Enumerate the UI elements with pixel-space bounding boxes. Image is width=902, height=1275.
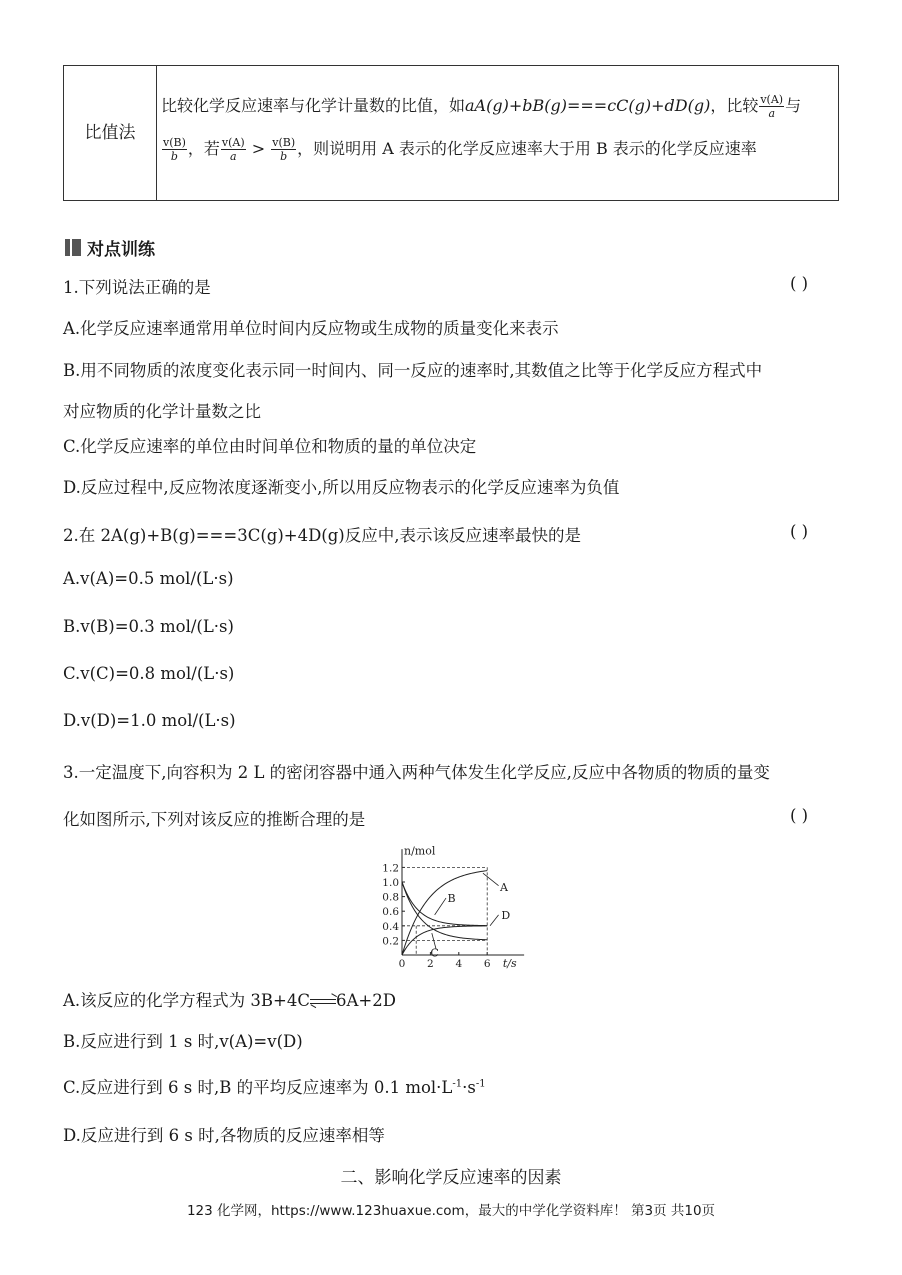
table-line-2 <box>161 136 757 163</box>
q1-option-d: D.反应过程中,反应物浓度逐渐变小,所以用反应物表示的化学反应速率为负值 <box>63 478 620 497</box>
q3-answer-paren: ( ) <box>790 806 809 825</box>
curve-label-a: A <box>499 881 508 895</box>
y-tick-label: 1.2 <box>382 862 399 875</box>
q3-option-a <box>63 987 396 1011</box>
reversible-arrow-icon <box>310 998 336 1006</box>
q2-option-a: A.v(A)=0.5 mol/(L·s) <box>63 569 234 588</box>
y-axis-label: n/mol <box>404 845 436 858</box>
y-tick-label: 1.0 <box>382 877 399 889</box>
section-bar-icon <box>65 239 81 256</box>
frac-den: a <box>768 107 775 120</box>
leader-b <box>435 898 446 915</box>
q3-option-b: B.反应进行到 1 s 时,v(A)=v(D) <box>63 1032 303 1051</box>
section-title: 对点训练 <box>87 240 155 260</box>
table-text: ，若 <box>187 139 220 158</box>
q3-stem-2: 化如图所示,下列对该反应的推断合理的是 <box>63 810 366 829</box>
page-footer: 123 化学网，https://www.123huaxue.com，最大的中学化学资料库！ 第3页 共10页 <box>186 1203 716 1219</box>
mole-time-graph <box>370 845 530 975</box>
curve-A <box>402 871 487 955</box>
q3-c-text-2: ·s <box>462 1078 476 1097</box>
q2-option-b: B.v(B)=0.3 mol/(L·s) <box>63 617 234 636</box>
y-tick-label: 0.6 <box>382 906 399 919</box>
q3-c-text: C.反应进行到 6 s 时,B 的平均反应速率为 0.1 mol·L <box>63 1078 453 1097</box>
equation: aA(g)+bB(g)===cC(g)+dD(g) <box>465 96 711 115</box>
curve-label-b: B <box>447 892 456 906</box>
frac-num: v(B) <box>272 136 296 149</box>
superscript: -1 <box>475 1078 486 1090</box>
q1-option-b: B.用不同物质的浓度变化表示同一时间内、同一反应的速率时,其数值之比等于化学反应方程式中 <box>63 361 763 380</box>
q2-option-d: D.v(D)=1.0 mol/(L·s) <box>63 711 236 730</box>
fraction-vB-b-2 <box>271 136 296 163</box>
x-tick-label: 0 <box>398 958 406 970</box>
table-text: 比较化学反应速率与化学计量数的比值，如 <box>161 96 466 115</box>
section-heading-2: 二、影响化学反应速率的因素 <box>340 1168 562 1188</box>
q3-a-text: A.该反应的化学方程式为 3B+4C <box>63 991 310 1010</box>
frac-num: v(B) <box>163 136 186 149</box>
q2-answer-paren: ( ) <box>790 522 809 541</box>
q3-stem-1: 3.一定温度下,向容积为 2 L 的密闭容器中通入两种气体发生化学反应,反应中各物质的物质的量变 <box>63 763 770 782</box>
table-label: 比值法 <box>84 123 136 143</box>
table-text: ，则说明用 A 表示的化学反应速率大于用 B 表示的化学反应速率 <box>297 139 757 158</box>
frac-den: a <box>230 150 237 163</box>
method-table <box>63 65 839 201</box>
curve-label-d: D <box>501 908 511 922</box>
fraction-vB-b <box>162 136 187 163</box>
table-text: ，比较 <box>710 96 759 115</box>
x-tick-label: 2 <box>427 958 434 970</box>
frac-num: v(A) <box>760 93 784 106</box>
fraction-vA-a-2 <box>221 136 246 163</box>
frac-num: v(A) <box>221 136 245 149</box>
q3-option-d: D.反应进行到 6 s 时,各物质的反应速率相等 <box>63 1126 385 1145</box>
q1-option-c: C.化学反应速率的单位由时间单位和物质的量的单位决定 <box>63 437 477 456</box>
q2-option-c: C.v(C)=0.8 mol/(L·s) <box>63 664 235 683</box>
curve-label-c: C <box>430 946 439 960</box>
q3-a-text-2: 6A+2D <box>335 991 396 1010</box>
y-tick-label: 0.8 <box>382 891 399 904</box>
frac-den: b <box>170 150 178 163</box>
x-tick-label: 4 <box>455 958 463 970</box>
table-text: 与 <box>785 96 802 115</box>
gt-sign: > <box>251 139 266 158</box>
x-tick-label: 6 <box>483 958 491 970</box>
q1-option-a: A.化学反应速率通常用单位时间内反应物或生成物的质量变化来表示 <box>63 319 559 338</box>
x-axis-label: t/s <box>502 957 517 970</box>
table-label-cell <box>64 66 157 200</box>
section-heading <box>65 235 155 260</box>
q2-stem: 2.在 2A(g)+B(g)===3C(g)+4D(g)反应中,表示该反应速率最快的是 <box>63 526 581 545</box>
curve-C <box>402 882 487 940</box>
leader-d <box>490 915 499 926</box>
fraction-vA-a <box>759 93 784 120</box>
y-tick-label: 0.2 <box>382 935 399 948</box>
table-line-1 <box>161 93 801 120</box>
q1-option-b-cont: 对应物质的化学计量数之比 <box>63 402 261 421</box>
frac-den: b <box>280 150 288 163</box>
q1-stem: 1.下列说法正确的是 <box>63 278 211 297</box>
curve-B <box>402 882 487 926</box>
q1-answer-paren: ( ) <box>790 274 809 293</box>
leader-a <box>483 873 499 885</box>
q3-option-c <box>63 1074 486 1098</box>
y-tick-label: 0.4 <box>382 920 399 933</box>
superscript: -1 <box>452 1078 463 1090</box>
table-content-cell <box>161 66 838 200</box>
